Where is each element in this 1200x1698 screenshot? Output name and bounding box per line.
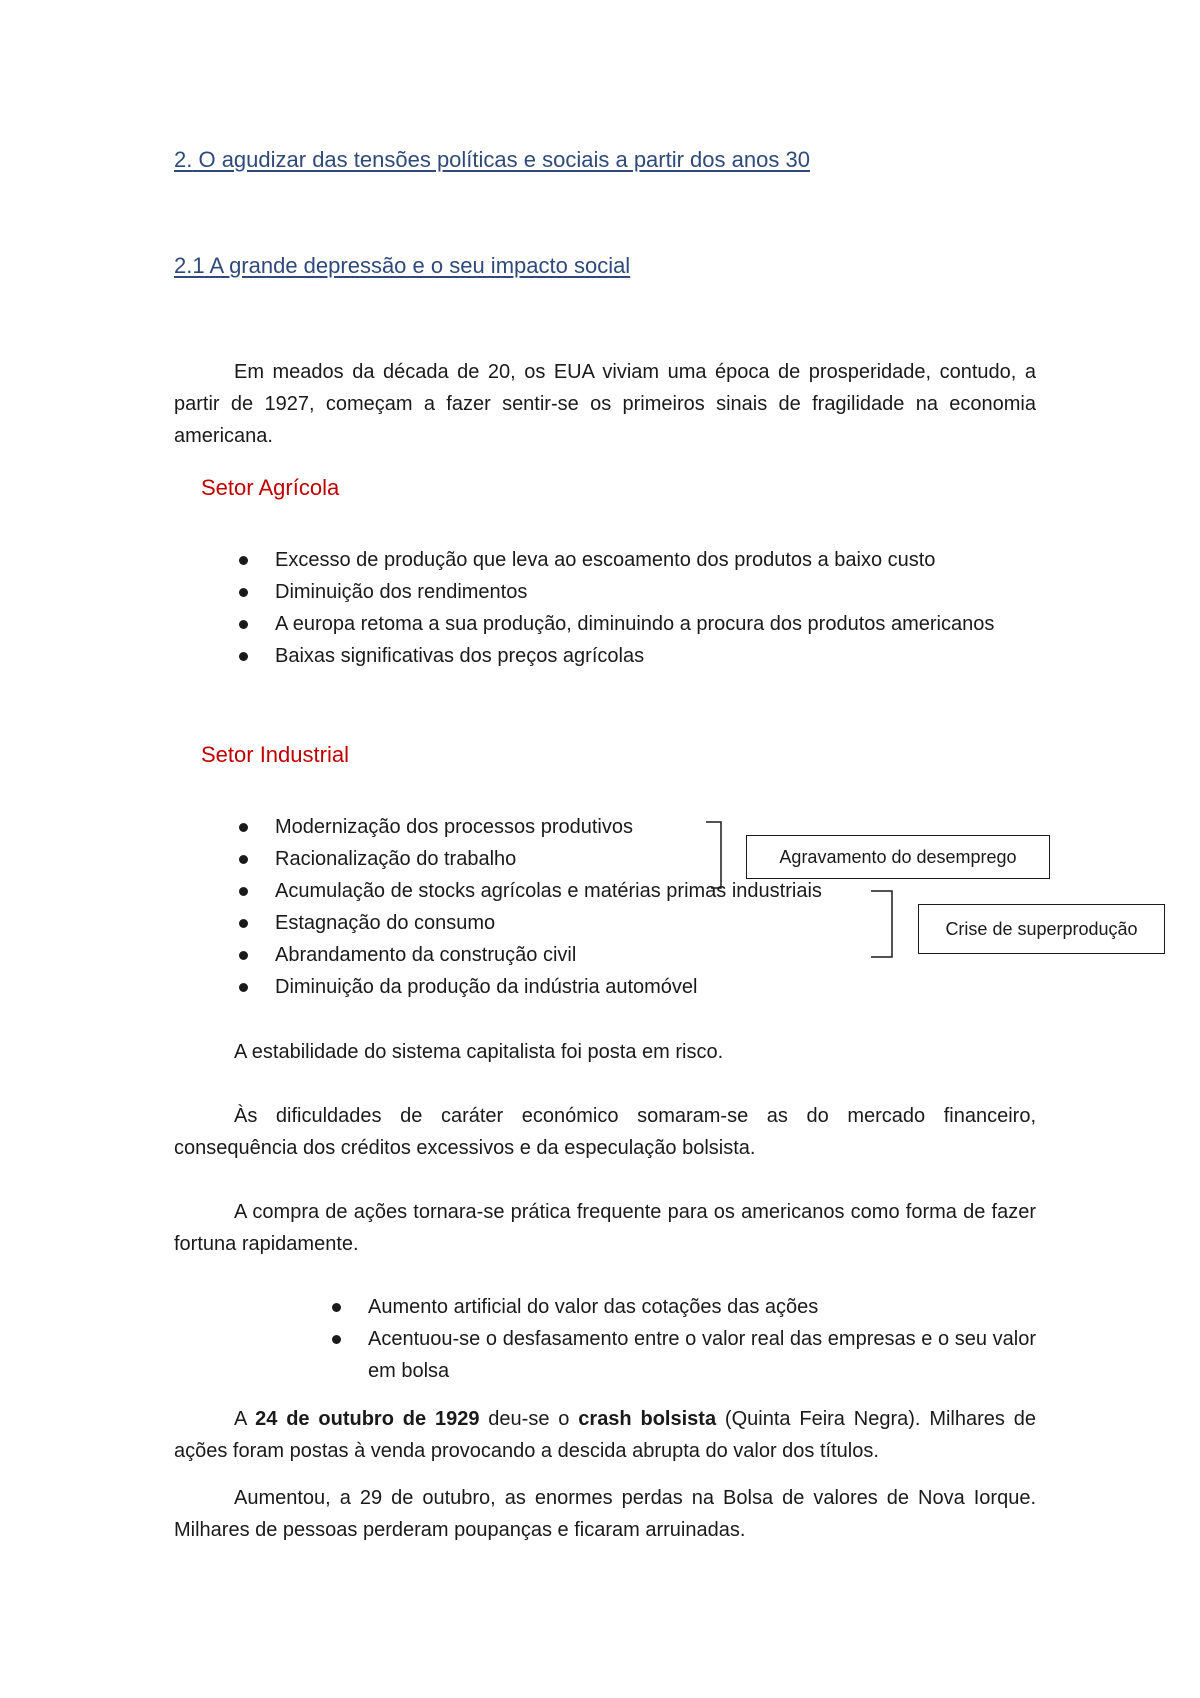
unemployment-box: Agravamento do desemprego [746, 835, 1050, 879]
list-item: Racionalização do trabalho [236, 843, 936, 875]
list-item: A europa retoma a sua produção, diminuindo a procura dos produtos americanos [236, 608, 1036, 640]
unemployment-bracket [706, 822, 721, 888]
crash-date: 24 de outubro de 1929 [255, 1408, 480, 1430]
shares-text: A compra de ações tornara-se prática frequente para os americanos como forma de fazer fortuna rapidamente. [174, 1201, 1036, 1255]
list-item: Aumento artificial do valor das cotações das ações [329, 1291, 1036, 1323]
list-item: Baixas significativas dos preços agrícolas [236, 640, 1036, 672]
stability-paragraph [174, 1036, 1036, 1068]
shares-list [329, 1291, 1036, 1387]
crash-event: crash bolsista [578, 1408, 717, 1430]
section-title: O agudizar das tensões políticas e sociais a partir dos anos 30 [192, 147, 810, 172]
crash-paragraph: A 24 de outubro de 1929 deu-se o crash bolsista (Quinta Feira Negra). Milhares de ações foram postas à venda provocando a descida abrupta do valor dos títulos. [174, 1408, 1036, 1462]
financial-text: Às dificuldades de caráter económico somaram-se as do mercado financeiro, consequência dos créditos excessivos e da especulação bolsista. [174, 1105, 1036, 1159]
aftermath-text: Aumentou, a 29 de outubro, as enormes perdas na Bolsa de valores de Nova Iorque. Milhares de pessoas perderam poupanças e ficaram arruinadas. [174, 1487, 1036, 1541]
bullet-icon [332, 1335, 341, 1344]
list-item: Abrandamento da construção civil [236, 939, 936, 971]
section-number: 2. [174, 147, 193, 172]
list-item: Diminuição dos rendimentos [236, 576, 1036, 608]
bullet-icon [332, 1303, 341, 1312]
list-item: Modernização dos processos produtivos [236, 811, 936, 843]
overproduction-bracket [871, 891, 892, 957]
aftermath-paragraph [174, 1482, 1036, 1546]
overproduction-box: Crise de superprodução [918, 904, 1165, 954]
list-item: Acumulação de stocks agrícolas e matérias primas industriais [236, 875, 936, 907]
list-item: Estagnação do consumo [236, 907, 936, 939]
intro-text: Em meados da década de 20, os EUA viviam uma época de prosperidade, contudo, a partir de 1927, começam a fazer sentir-se os primeiros sinais de fragilidade na economia americana. [174, 361, 1036, 447]
list-item: Diminuição da produção da indústria automóvel [236, 971, 936, 1003]
agricultural-sector-title: Setor Agrícola [201, 475, 340, 500]
list-item: Acentuou-se o desfasamento entre o valor real das empresas e o seu valor em bolsa [329, 1323, 1036, 1387]
subsection-number: 2.1 [174, 253, 205, 278]
stability-text: A estabilidade do sistema capitalista foi posta em risco. [234, 1041, 724, 1063]
subsection-title: A grande depressão e o seu impacto social [204, 253, 631, 278]
financial-paragraph [174, 1100, 1036, 1164]
list-item: Excesso de produção que leva ao escoamento dos produtos a baixo custo [236, 544, 1036, 576]
industrial-sector-title: Setor Industrial [201, 742, 349, 767]
shares-paragraph [174, 1196, 1036, 1260]
